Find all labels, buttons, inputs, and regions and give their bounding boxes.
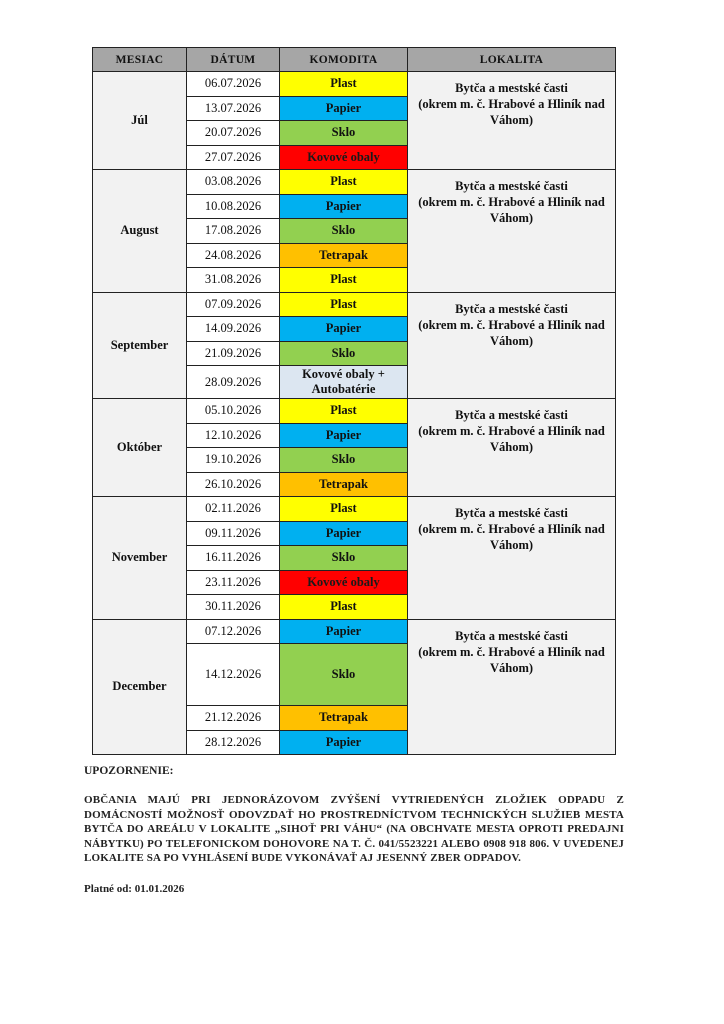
month-cell: August <box>93 170 187 293</box>
table-body <box>93 72 616 755</box>
table-row <box>93 292 616 317</box>
date-cell: 30.11.2026 <box>187 595 280 620</box>
date-cell: 21.12.2026 <box>187 706 280 731</box>
date-cell: 14.12.2026 <box>187 644 280 706</box>
month-cell: Júl <box>93 72 187 170</box>
date-cell: 02.11.2026 <box>187 497 280 522</box>
table-row <box>93 72 616 97</box>
commodity-cell: Sklo <box>280 219 408 244</box>
table-row <box>93 619 616 644</box>
header-commodity: KOMODITA <box>280 48 408 72</box>
location-cell <box>408 497 616 620</box>
month-cell: December <box>93 619 187 755</box>
header-month: MESIAC <box>93 48 187 72</box>
location-line: Bytča a mestské časti <box>455 81 568 95</box>
location-line: Váhom) <box>489 660 534 675</box>
location-line: (okrem m. č. Hrabové a Hliník nad <box>418 644 605 659</box>
commodity-cell: Sklo <box>280 644 408 706</box>
commodity-cell: Papier <box>280 96 408 121</box>
commodity-cell: Papier <box>280 619 408 644</box>
date-cell: 20.07.2026 <box>187 121 280 146</box>
location-line: (okrem m. č. Hrabové a Hliník nad <box>418 522 605 536</box>
table-row <box>93 497 616 522</box>
month-cell: November <box>93 497 187 620</box>
commodity-cell: Papier <box>280 194 408 219</box>
date-cell: 27.07.2026 <box>187 145 280 170</box>
commodity-cell: Plast <box>280 292 408 317</box>
date-cell: 28.12.2026 <box>187 730 280 755</box>
header-date: DÁTUM <box>187 48 280 72</box>
valid-from-text: Platné od: 01.01.2026 <box>84 882 185 895</box>
date-cell: 14.09.2026 <box>187 317 280 342</box>
location-line: (okrem m. č. Hrabové a Hliník nad <box>418 317 605 332</box>
notice-body: OBČANIA MAJÚ PRI JEDNORÁZOVOM ZVÝŠENÍ VYTRIEDENÝCH ZLOŽIEK ODPADU Z DOMÁCNOSTÍ MOŽNOSŤ ODOVZDAŤ HO PROSTREDNÍCTVOM TECHNICKÝCH SLUŽIEB MESTA BYTČA DO AREÁLU V LOKALITE „SIHOŤ PRI VÁHU“ (NA OBCHVATE MESTA OPROTI PREDAJNI NÁBYTKU) PO TELEFONICKOM DOHOVORE NA T. Č. 041/5523221 ALEBO 0908 918 806. V UVEDENEJ LOKALITE SA PO VYHLÁSENÍ BUDE VYKONÁVAŤ AJ JESENNÝ ZBER ODPADOV. <box>84 794 624 864</box>
table-row <box>93 170 616 195</box>
location-cell <box>408 72 616 170</box>
commodity-cell: Kovové obaly <box>280 570 408 595</box>
header-location: LOKALITA <box>408 48 616 72</box>
commodity-cell: Plast <box>280 170 408 195</box>
location-line: (okrem m. č. Hrabové a Hliník nad <box>418 97 605 111</box>
date-cell: 13.07.2026 <box>187 96 280 121</box>
location-line: Váhom) <box>489 211 534 225</box>
commodity-cell: Papier <box>280 730 408 755</box>
commodity-cell: Plast <box>280 595 408 620</box>
commodity-cell: Plast <box>280 399 408 424</box>
date-cell: 06.07.2026 <box>187 72 280 97</box>
commodity-cell: Tetrapak <box>280 706 408 731</box>
date-cell: 05.10.2026 <box>187 399 280 424</box>
date-cell: 21.09.2026 <box>187 341 280 366</box>
location-line: Bytča a mestské časti <box>455 179 568 193</box>
location-cell <box>408 292 616 399</box>
date-cell: 23.11.2026 <box>187 570 280 595</box>
month-cell: September <box>93 292 187 399</box>
date-cell: 19.10.2026 <box>187 448 280 473</box>
location-line: Bytča a mestské časti <box>455 408 568 422</box>
location-cell <box>408 619 616 755</box>
commodity-cell: Sklo <box>280 121 408 146</box>
notice-section <box>84 765 624 895</box>
month-cell: Október <box>93 399 187 497</box>
commodity-cell: Plast <box>280 497 408 522</box>
commodity-cell: Kovové obaly <box>280 145 408 170</box>
commodity-cell: Tetrapak <box>280 243 408 268</box>
location-line: (okrem m. č. Hrabové a Hliník nad <box>418 195 605 209</box>
location-line: Váhom) <box>489 440 534 454</box>
date-cell: 09.11.2026 <box>187 521 280 546</box>
commodity-cell: Plast <box>280 72 408 97</box>
date-cell: 31.08.2026 <box>187 268 280 293</box>
table-header-row <box>93 48 616 72</box>
date-cell: 28.09.2026 <box>187 366 280 399</box>
location-line: Bytča a mestské časti <box>455 628 568 643</box>
location-line: (okrem m. č. Hrabové a Hliník nad <box>418 424 605 438</box>
collection-schedule-table <box>92 47 616 755</box>
location-line: Váhom) <box>489 333 534 348</box>
commodity-cell: Sklo <box>280 546 408 571</box>
location-line: Bytča a mestské časti <box>455 506 568 520</box>
location-cell <box>408 170 616 293</box>
commodity-cell: Sklo <box>280 341 408 366</box>
date-cell: 12.10.2026 <box>187 423 280 448</box>
commodity-cell: Papier <box>280 423 408 448</box>
date-cell: 26.10.2026 <box>187 472 280 497</box>
date-cell: 07.09.2026 <box>187 292 280 317</box>
table-row <box>93 399 616 424</box>
date-cell: 17.08.2026 <box>187 219 280 244</box>
location-cell <box>408 399 616 497</box>
date-cell: 03.08.2026 <box>187 170 280 195</box>
location-line: Váhom) <box>489 113 534 127</box>
date-cell: 16.11.2026 <box>187 546 280 571</box>
commodity-cell: Tetrapak <box>280 472 408 497</box>
date-cell: 24.08.2026 <box>187 243 280 268</box>
commodity-cell: Papier <box>280 317 408 342</box>
commodity-cell: Sklo <box>280 448 408 473</box>
notice-heading: UPOZORNENIE: <box>84 765 174 777</box>
commodity-cell: Kovové obaly + Autobatérie <box>280 366 408 399</box>
location-line: Bytča a mestské časti <box>455 301 568 316</box>
location-line: Váhom) <box>489 538 534 552</box>
date-cell: 07.12.2026 <box>187 619 280 644</box>
date-cell: 10.08.2026 <box>187 194 280 219</box>
commodity-cell: Papier <box>280 521 408 546</box>
commodity-cell: Plast <box>280 268 408 293</box>
